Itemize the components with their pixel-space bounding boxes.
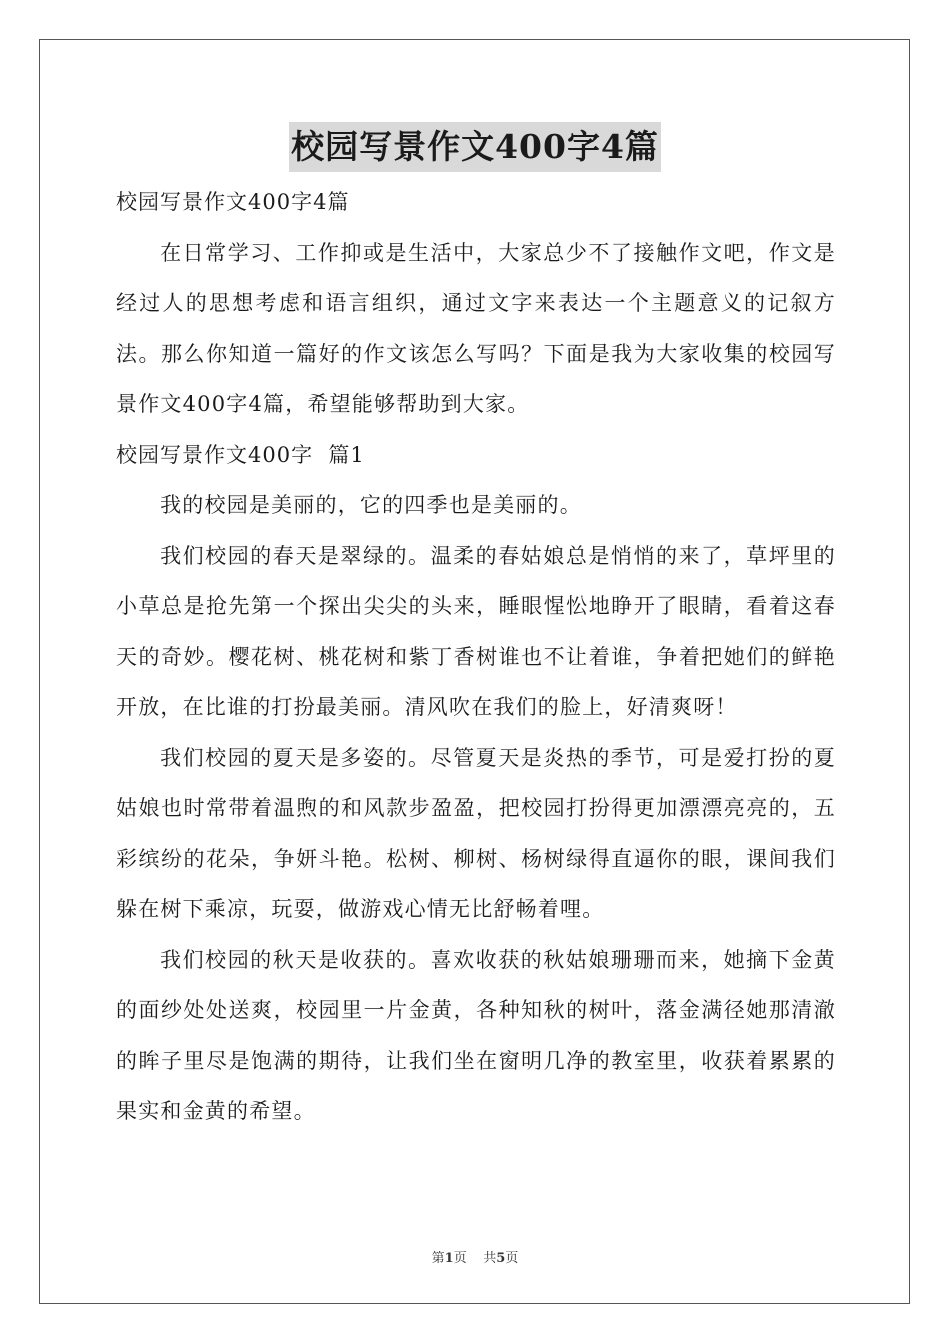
paragraph-2: 我们校园的春天是翠绿的。温柔的春姑娘总是悄悄的来了，草坪里的小草总是抢先第一个探出尖尖的头来，睡眼惺忪地睁开了眼睛，看着这春天的奇妙。樱花树、桃花树和紫丁香树谁也不让着谁，争着把她们的鲜艳开放，在比谁的打扮最美丽。清风吹在我们的脸上，好清爽呀！ — [116, 543, 836, 719]
paragraph-4: 我们校园的秋天是收获的。喜欢收获的秋姑娘珊珊而来，她摘下金黄的面纱处处送爽，校园里一片金黄，各种知秋的树叶，落金满径她那清澈的眸子里尽是饱满的期待，让我们坐在窗明几净的教室里，收获着累累的果实和金黄的希望。 — [116, 947, 836, 1123]
page-number: 1 — [444, 1251, 454, 1266]
intro-paragraph: 在日常学习、工作抑或是生活中，大家总少不了接触作文吧，作文是经过人的思想考虑和语言组织，通过文字来表达一个主题意义的记叙方法。那么你知道一篇好的作文该怎么写吗？下面是我为大家收集的校园写景作文400字4篇，希望能够帮助到大家。 — [116, 240, 836, 416]
page-footer — [0, 1247, 950, 1266]
title-container — [0, 122, 950, 172]
total-suffix: 页 — [505, 1251, 519, 1266]
document-subtitle: 校园写景作文400字4篇 — [116, 190, 350, 214]
page-suffix: 页 — [453, 1251, 467, 1266]
paragraph-1: 我的校园是美丽的，它的四季也是美丽的。 — [160, 493, 582, 517]
document-body — [116, 177, 836, 1137]
section-heading: 校园写景作文400字 篇1 — [116, 442, 365, 467]
document-title: 校园写景作文400字4篇 — [289, 122, 661, 172]
paragraph-3: 我们校园的夏天是多姿的。尽管夏天是炎热的季节，可是爱打扮的夏姑娘也时常带着温煦的和风款步盈盈，把校园打扮得更加漂漂亮亮的，五彩缤纷的花朵，争妍斗艳。松树、柳树、杨树绿得直逼你的眼，课间我们躲在树下乘凉，玩耍，做游戏心情无比舒畅着哩。 — [116, 745, 836, 921]
total-pages: 5 — [496, 1251, 506, 1266]
page-prefix: 第 — [431, 1251, 445, 1266]
total-prefix: 共 — [483, 1251, 497, 1266]
